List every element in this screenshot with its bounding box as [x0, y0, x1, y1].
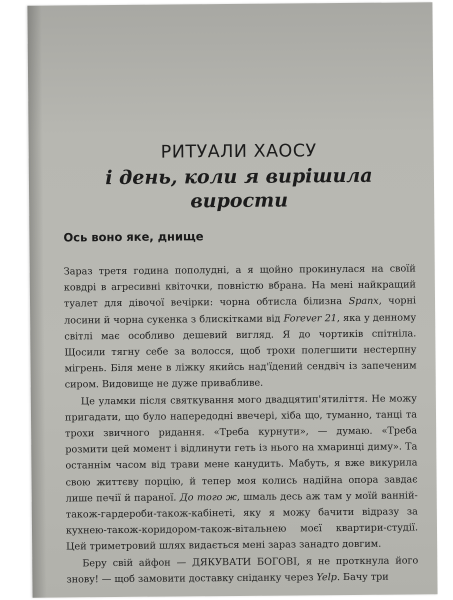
section-heading: Ось воно яке, днище [63, 229, 204, 245]
body-paragraph [65, 391, 418, 556]
italic-run: Spanx [348, 296, 379, 308]
italic-run: Forever 21 [283, 312, 337, 325]
text-run: . Бачу три [336, 571, 389, 583]
text-run: Це уламки після святкування мого двадцятип'ятиліття. Не можу пригадати, що було напередодні ввечері, хіба що, туманно, танці та трохи звичного ридання. «Треба курнути», — думаю. «Треба розмити цей момент і відлинути геть із нього на хмаринці диму». Та останнім часом від трави мене канудить. Мабуть, я вже викурила свою життєву порцію, й тепер моя колись надійна опора завдає лише печії й параної. [64, 393, 418, 505]
text-run: , шмаль десь аж там у моїй ванній-також-гардероби-також-кабінеті, яку я можу бачити відразу за кухнею-також-коридором-також-вітальнею моєї квартири-студії. Цей триметровий шлях видається мені зараз занадто довгим. [65, 490, 419, 553]
text-run: , чорні лосини й чорна сукенка з блискітками від [64, 295, 417, 327]
body-paragraph [64, 261, 417, 394]
text-run: Зараз третя година пополудні, а я щойно прокинулася на своїй ковдрі в агресивні квіточки, повністю вбрана. На мені найкращий туалет для дівочої вечірки: чорна обтисла білизна [63, 263, 416, 310]
book-page [27, 2, 437, 598]
body-paragraph [66, 553, 418, 588]
italic-run: Yelp [316, 571, 337, 584]
body-text [64, 261, 419, 588]
chapter-title: РИТУАЛИ ХАОСУ [160, 141, 317, 163]
text-run: , яка у денному світлі має особливо дешевий вигляд. Я до чортиків спітніла. Щосили тягну себе за волосся, щоб трохи полегшити нестерпну мігрень. Біля мене в ліжку якийсь над'їдений сендвіч із запеченим сиром. Видовище не дуже привабливе. [64, 312, 417, 391]
page-content [63, 139, 419, 588]
chapter-subtitle: і день, коли я вирішила вирости [105, 164, 373, 213]
italic-run: До того ж [179, 491, 237, 504]
text-run: Беру свій айфон — ДЯКУВАТИ БОГОВІ, я не проткнула його знову! — щоб замовити доставку сніданку через [66, 555, 419, 586]
